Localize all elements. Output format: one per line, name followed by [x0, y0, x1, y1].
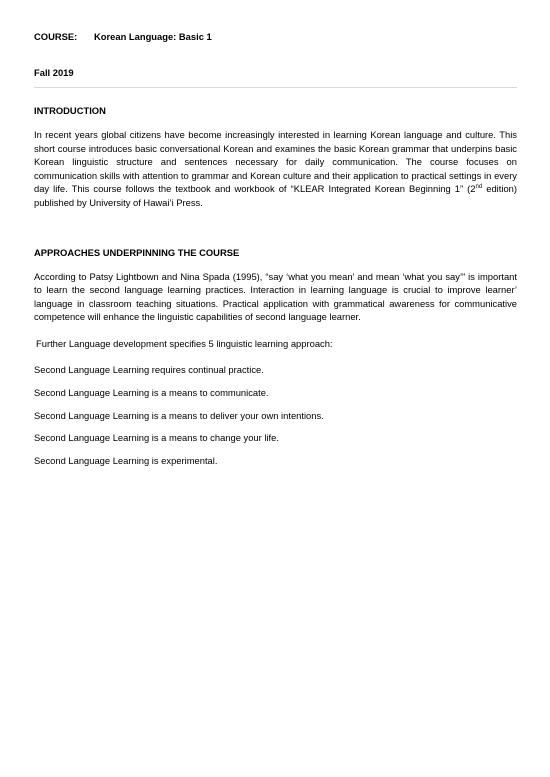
list-item: Second Language Learning is a means to change your life. — [34, 432, 279, 444]
course-name: Korean Language: Basic 1 — [94, 31, 212, 42]
course-label: COURSE: — [34, 31, 78, 42]
approaches-list — [34, 363, 517, 467]
edition-superscript: nd — [475, 184, 483, 191]
document-page — [34, 30, 517, 477]
list-item: Second Language Learning is a means to communicate. — [34, 386, 269, 398]
introduction-text: In recent years global citizens have become increasingly interested in learning Korean language and culture. This short course introduces basic conversational Korean and examines the basic Korean grammar that underpins basic Korean linguistic structure and sentences necessary for daily communication. The course focuses on communication skills with attention to grammar and Korean culture and their application to practical settings in every day life. This course follows the textbook and workbook of “KLEAR Integrated Korean Beginning 1” (2 — [34, 129, 517, 195]
approaches-heading: APPROACHES UNDERPINNING THE COURSE — [34, 246, 240, 258]
course-line — [34, 30, 517, 43]
list-item: Second Language Learning is a means to deliver your own intentions. — [34, 409, 324, 421]
introduction-text-end: edition) published by University of Hawai’i Press. — [34, 183, 517, 208]
header-divider — [34, 87, 517, 88]
list-item: Second Language Learning requires continual practice. — [34, 363, 264, 375]
term: Fall 2019 — [34, 67, 74, 78]
approaches-paragraph: According to Patsy Lightbown and Nina Spada (1995), “say ‘what you mean’ and mean ‘what you say’” is important to learn the second language learning practices. Interaction in learning language is crucial to improve learner’ language in classroom teaching situations. Practical application with grammatical awareness for communicative competence will enhance the linguistic capabilities of second language learner. — [34, 270, 517, 323]
approaches-spec-line: Further Language development specifies 5 linguistic learning approach: — [36, 337, 333, 349]
introduction-heading: INTRODUCTION — [34, 105, 106, 116]
list-item: Second Language Learning is experimental. — [34, 455, 218, 467]
introduction-paragraph — [34, 128, 517, 210]
